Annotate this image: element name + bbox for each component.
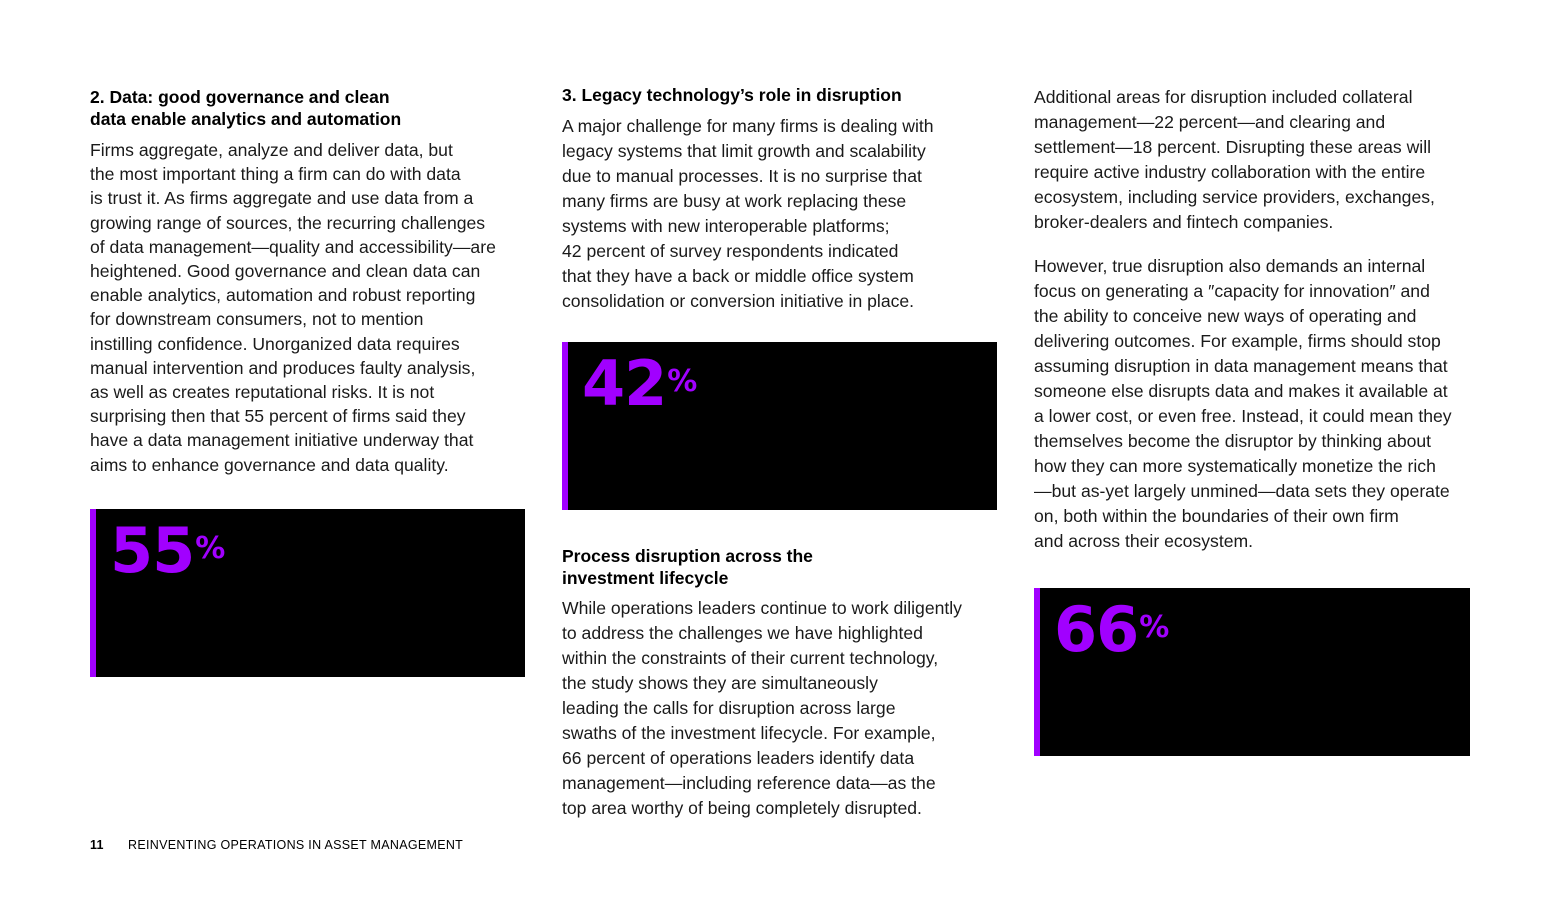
paragraph-data-governance [90, 138, 530, 477]
paragraph-additional-areas [1034, 85, 1494, 235]
text-line: management—including reference data—as the [562, 773, 936, 793]
text-line: themselves become the disruptor by thinking about [1034, 431, 1432, 451]
text-line: Firms aggregate, analyze and deliver data, but [90, 140, 453, 160]
heading-line: investment lifecycle [562, 568, 729, 588]
text-line: on, both within the boundaries of their own firm [1034, 506, 1399, 526]
section-heading-data-governance [90, 86, 530, 130]
text-line: the most important thing a firm can do with data [90, 164, 461, 185]
stat-value: 66 [1054, 593, 1139, 666]
stat-figure [110, 515, 224, 587]
text-line: broker-dealers and fintech companies. [1034, 212, 1334, 232]
document-title: REINVENTING OPERATIONS IN ASSET MANAGEMENT [128, 838, 464, 852]
percent-sign: % [1139, 610, 1169, 645]
text-line: for downstream consumers, not to mention [90, 309, 424, 330]
text-line: within the constraints of their current technology, [562, 648, 939, 668]
text-line: Additional areas for disruption included collateral [1034, 87, 1413, 107]
text-line: have a data management initiative underway that [90, 430, 474, 451]
text-line: is trust it. As firms aggregate and use data from a [90, 188, 474, 209]
text-line: —but as-yet largely unmined—data sets they operate [1034, 481, 1450, 501]
text-line: delivering outcomes. For example, firms should stop [1034, 331, 1441, 351]
section-heading-legacy-technology [562, 84, 1002, 106]
text-line: someone else disrupts data and makes it available at [1034, 381, 1448, 401]
text-line: as well as creates reputational risks. It is not [90, 382, 435, 403]
text-line: systems with new interoperable platforms; [562, 216, 890, 236]
stat-value: 42 [582, 347, 667, 420]
section-heading-process-disruption [562, 545, 1002, 589]
text-line: due to manual processes. It is no surprise that [562, 166, 922, 186]
text-line: assuming disruption in data management means that [1034, 356, 1448, 376]
text-line: manual intervention and produces faulty analysis, [90, 357, 476, 378]
text-line: require active industry collaboration with the entire [1034, 162, 1426, 182]
text-line: focus on generating a ″capacity for innovation″ and [1034, 281, 1430, 301]
text-line: growing range of sources, the recurring challenges [90, 212, 486, 233]
text-line: heightened. Good governance and clean data can [90, 261, 481, 282]
heading-line: Process disruption across the [562, 546, 813, 566]
text-line: 42 percent of survey respondents indicated [562, 241, 899, 261]
text-line: instilling confidence. Unorganized data requires [90, 333, 460, 354]
text-line: to address the challenges we have highlighted [562, 623, 923, 643]
stat-panel-55 [90, 509, 525, 677]
text-line: many firms are busy at work replacing these [562, 191, 907, 211]
text-line: how they can more systematically monetize the rich [1034, 456, 1436, 476]
heading-line: 3. Legacy technology’s role in disruption [562, 85, 902, 105]
stat-value: 55 [110, 514, 195, 587]
text-line: legacy systems that limit growth and scalability [562, 141, 926, 161]
text-line: management—22 percent—and clearing and [1034, 112, 1386, 132]
text-line: A major challenge for many firms is dealing with [562, 116, 934, 136]
text-line: consolidation or conversion initiative in place. [562, 291, 915, 311]
stat-figure [582, 348, 696, 420]
stat-panel-66 [1034, 588, 1470, 756]
text-line: a lower cost, or even free. Instead, it could mean they [1034, 406, 1452, 426]
heading-line: data enable analytics and automation [90, 109, 402, 129]
paragraph-process-disruption [562, 596, 1002, 821]
column-legacy-technology [562, 84, 1002, 314]
stat-panel-42 [562, 342, 997, 510]
text-line: 66 percent of operations leaders identify data [562, 748, 915, 768]
paragraph-true-disruption [1034, 254, 1494, 554]
text-line: ecosystem, including service providers, exchanges, [1034, 187, 1435, 207]
text-line: settlement—18 percent. Disrupting these areas will [1034, 137, 1432, 157]
column-additional-areas [1034, 85, 1494, 554]
text-line: swaths of the investment lifecycle. For example, [562, 723, 936, 743]
heading-line: 2. Data: good governance and clean [90, 87, 390, 107]
paragraph-legacy-technology [562, 114, 1002, 314]
text-line: the ability to conceive new ways of operating and [1034, 306, 1417, 326]
page-number: 11 [90, 838, 104, 852]
text-line: leading the calls for disruption across large [562, 698, 896, 718]
text-line: that they have a back or middle office system [562, 266, 914, 286]
text-line: aims to enhance governance and data quality. [90, 454, 449, 475]
percent-sign: % [667, 364, 697, 399]
text-line: of data management—quality and accessibility—are [90, 236, 496, 257]
text-line: However, true disruption also demands an internal [1034, 256, 1426, 276]
text-line: While operations leaders continue to work diligently [562, 598, 962, 618]
column-data-governance [90, 86, 530, 477]
text-line: and across their ecosystem. [1034, 531, 1254, 551]
text-line: top area worthy of being completely disrupted. [562, 798, 922, 818]
stat-figure [1054, 594, 1168, 666]
column-process-disruption [562, 545, 1002, 821]
text-line: surprising then that 55 percent of firms said they [90, 406, 466, 427]
text-line: enable analytics, automation and robust reporting [90, 285, 476, 306]
text-line: the study shows they are simultaneously [562, 673, 878, 693]
percent-sign: % [195, 531, 225, 566]
page-footer [90, 838, 463, 852]
